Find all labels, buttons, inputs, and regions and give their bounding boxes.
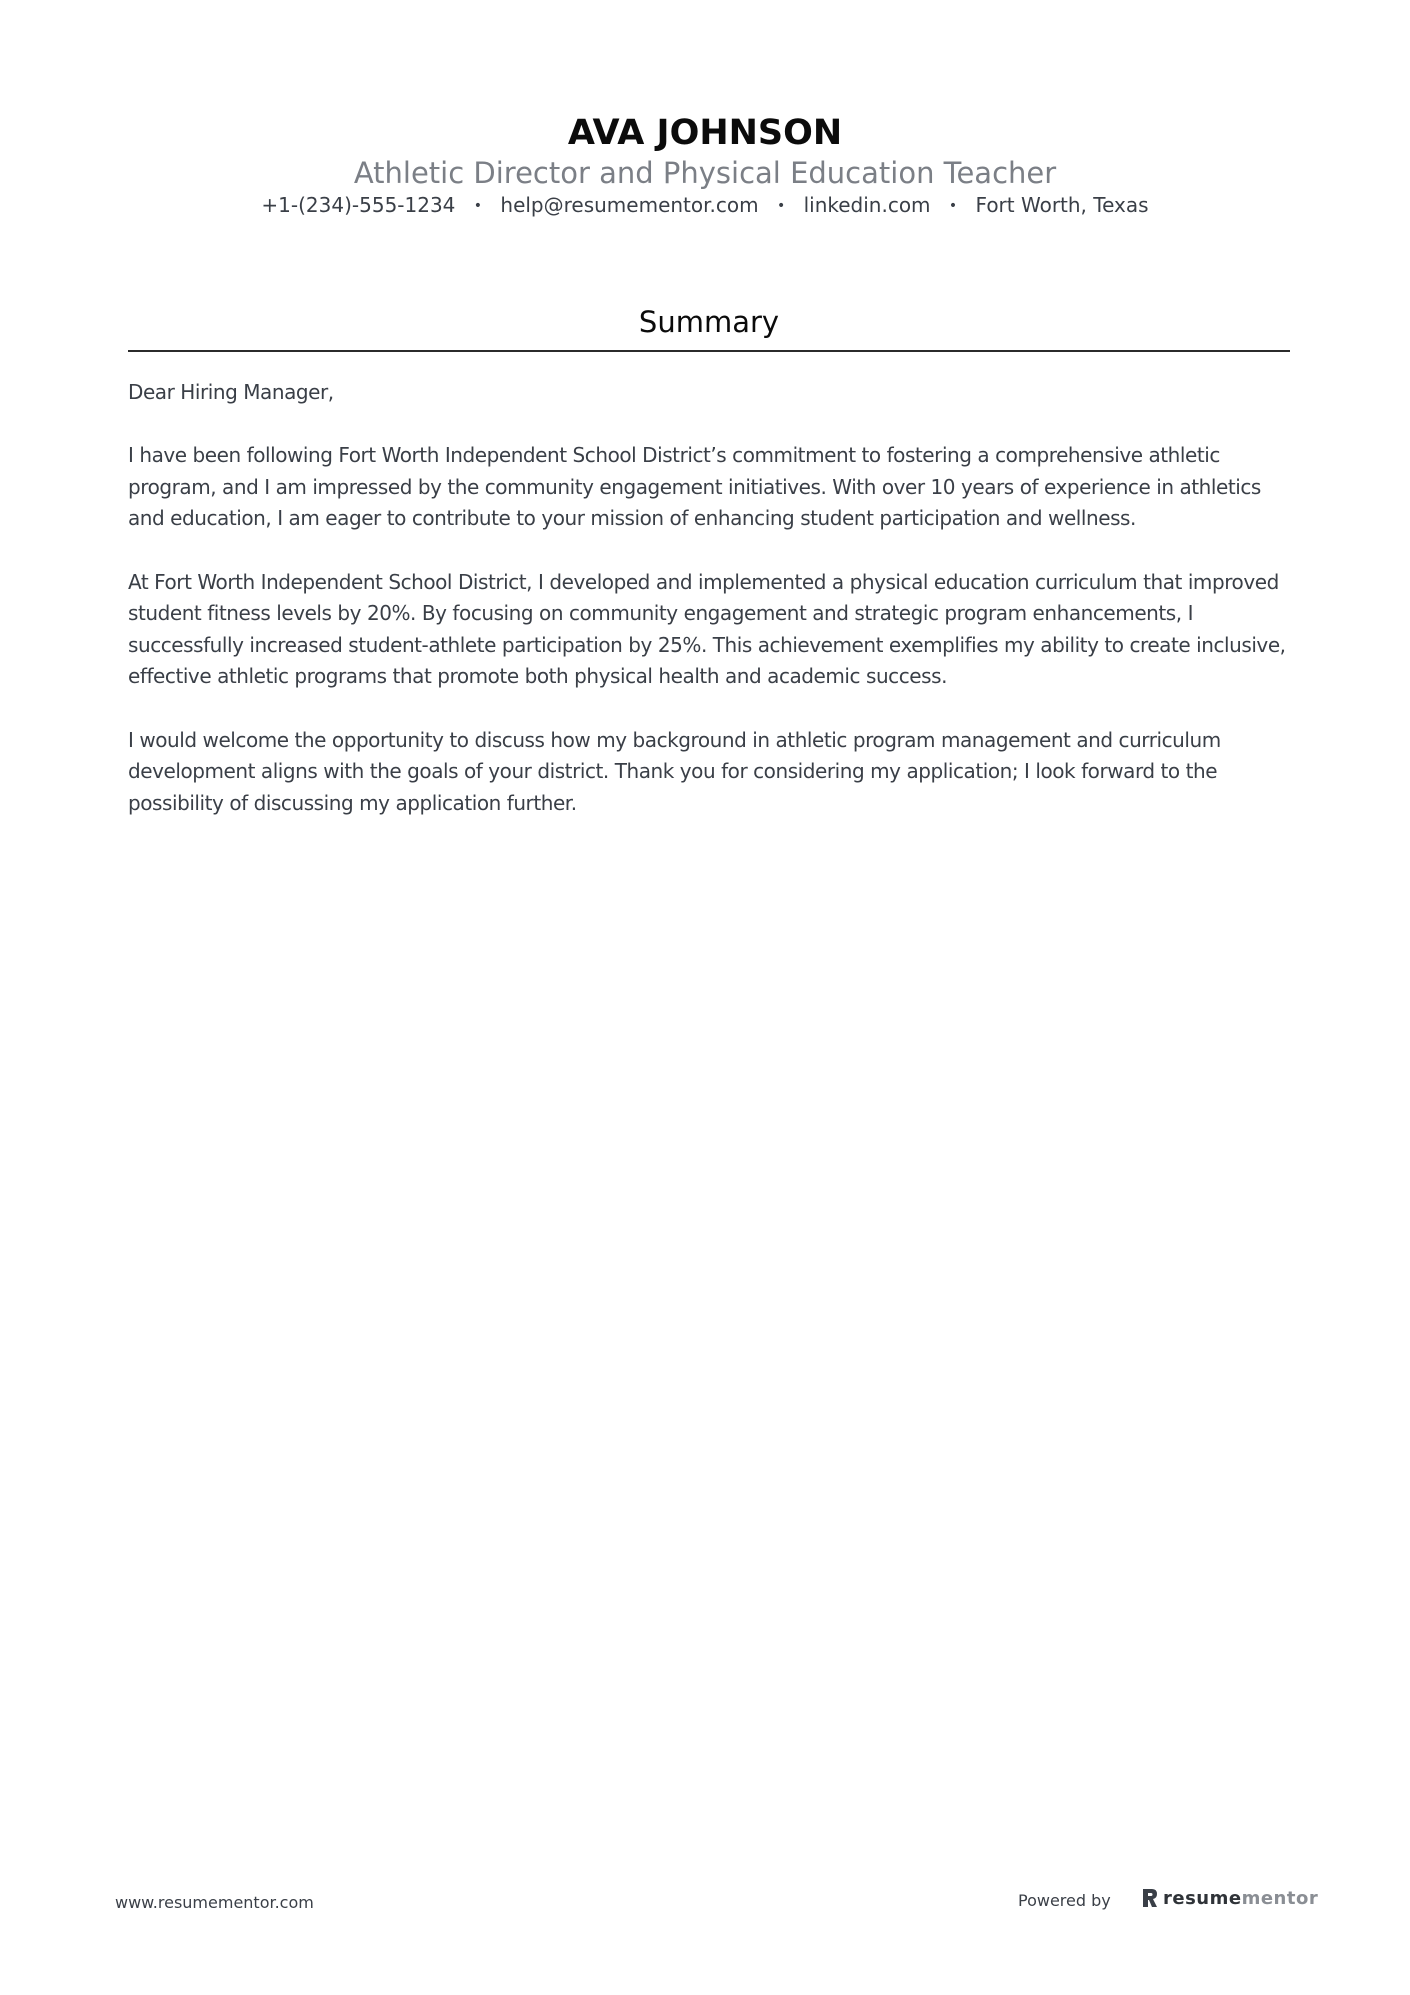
resumementor-logo-icon bbox=[1141, 1887, 1159, 1909]
greeting: Dear Hiring Manager, bbox=[128, 380, 334, 404]
contact-line bbox=[0, 190, 1410, 221]
brand-name-part1: resume bbox=[1163, 1887, 1242, 1909]
header bbox=[0, 112, 1410, 221]
brand-logo bbox=[1141, 1885, 1318, 1911]
linkedin-link: linkedin.com bbox=[803, 193, 931, 217]
job-title: Athletic Director and Physical Education Teacher bbox=[353, 156, 1057, 190]
letter-paragraph: At Fort Worth Independent School District, I developed and implemented a physical education curriculum that improved student fitness levels by 20%. By focusing on community engagement and strategic program enhancements, I successfully increased student-athlete participation by 25%. This achievement exemplifies my ability to create inclusive, effective athletic programs that promote both physical health and academic success. bbox=[128, 569, 1286, 689]
separator-dot: • bbox=[776, 198, 786, 214]
section-divider bbox=[128, 350, 1290, 352]
email-address: help@resumementor.com bbox=[500, 193, 759, 217]
location: Fort Worth, Texas bbox=[975, 193, 1149, 217]
letter-paragraph: I would welcome the opportunity to discuss how my background in athletic program management and curriculum development aligns with the goals of your district. Thank you for considering my application; I look forward to the possibility of discussing my application further. bbox=[128, 727, 1221, 815]
separator-dot: • bbox=[473, 198, 483, 214]
section-title-summary: Summary bbox=[638, 305, 780, 339]
separator-dot: • bbox=[948, 198, 958, 214]
brand-name-part2: mentor bbox=[1241, 1887, 1319, 1909]
phone-number: +1-(234)-555-1234 bbox=[261, 193, 456, 217]
footer-website: www.resumementor.com bbox=[115, 1893, 314, 1912]
candidate-name: AVA JOHNSON bbox=[567, 113, 843, 153]
letter-paragraph: I have been following Fort Worth Independent School District’s commitment to fostering a comprehensive athletic program, and I am impressed by the community engagement initiatives. With over 10 years of experience in athletics and education, I am eager to contribute to your mission of enhancing student participation and wellness. bbox=[128, 443, 1261, 531]
letter-body bbox=[128, 377, 1290, 851]
powered-by-label: Powered by bbox=[1018, 1891, 1111, 1910]
